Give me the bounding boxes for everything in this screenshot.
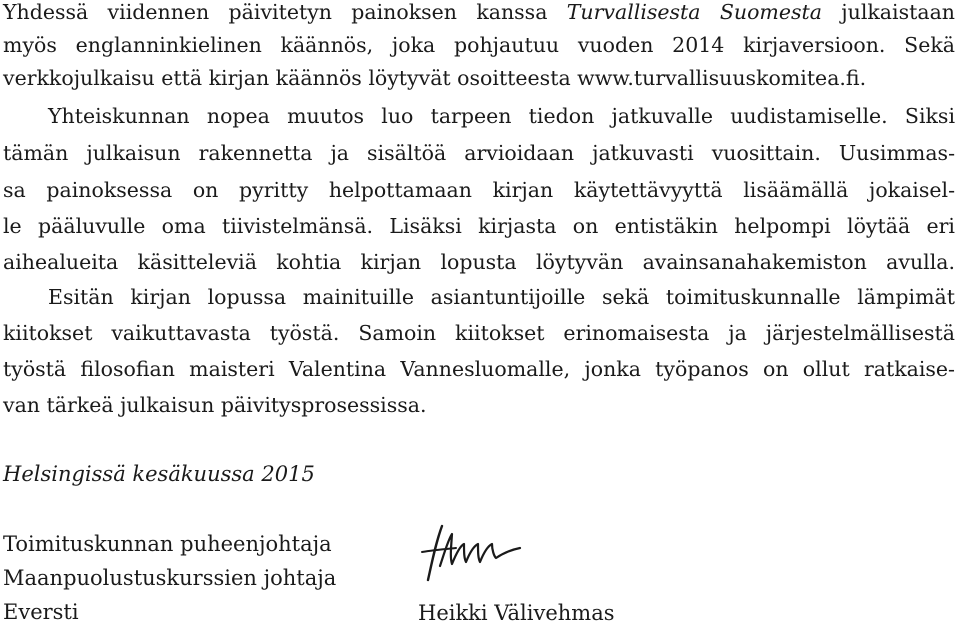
signer-title: Toimituskunnan puheenjohtaja	[3, 532, 332, 556]
paragraph-line: tämän julkaisun rakennetta ja sisältöä arvioidaan jatkuvasti vuosittain. Uusimmas-	[3, 141, 955, 165]
paragraph-line: aihealueita käsitteleviä kohtia kirjan lopusta löytyvän avainsanahakemiston avulla.	[3, 250, 955, 274]
paragraph-line: Yhdessä viidennen päivitetyn painoksen kanssa Turvallisesta Suomesta julkaistaan	[3, 0, 955, 24]
handwritten-signature	[418, 518, 524, 588]
signer-title: Maanpuolustuskurssien johtaja	[3, 566, 337, 590]
paragraph-line: sa painoksessa on pyritty helpottamaan kirjan käytettävyyttä lisäämällä jokaisel-	[3, 178, 955, 202]
book-title: Turvallisesta Suomesta	[566, 0, 822, 24]
paragraph-line: Esitän kirjan lopussa mainituille asiantuntijoille sekä toimituskunnalle lämpimät	[48, 285, 955, 309]
signer-title: Eversti	[3, 600, 79, 624]
place-date: Helsingissä kesäkuussa 2015	[3, 462, 315, 486]
paragraph-line: työstä filosofian maisteri Valentina Vannesluomalle, jonka työpanos on ollut ratkaise-	[3, 357, 955, 381]
paragraph-line: kiitokset vaikuttavasta työstä. Samoin kiitokset erinomaisesta ja järjestelmällisestä	[3, 321, 955, 345]
paragraph-line: van tärkeä julkaisun päivitysprosessissa.	[3, 393, 427, 417]
paragraph-line: verkkojulkaisu että kirjan käännös löytyvät osoitteesta www.turvallisuuskomitea.fi.	[3, 66, 867, 90]
paragraph-line: Yhteiskunnan nopea muutos luo tarpeen tiedon jatkuvalle uudistamiselle. Siksi	[48, 104, 955, 128]
paragraph-line: myös englanninkielinen käännös, joka pohjautuu vuoden 2014 kirjaversioon. Sekä	[3, 33, 955, 57]
paragraph-line: le pääluvulle oma tiivistelmänsä. Lisäksi kirjasta on entistäkin helpompi löytää eri	[3, 214, 955, 238]
signer-name: Heikki Välivehmas	[418, 601, 615, 625]
